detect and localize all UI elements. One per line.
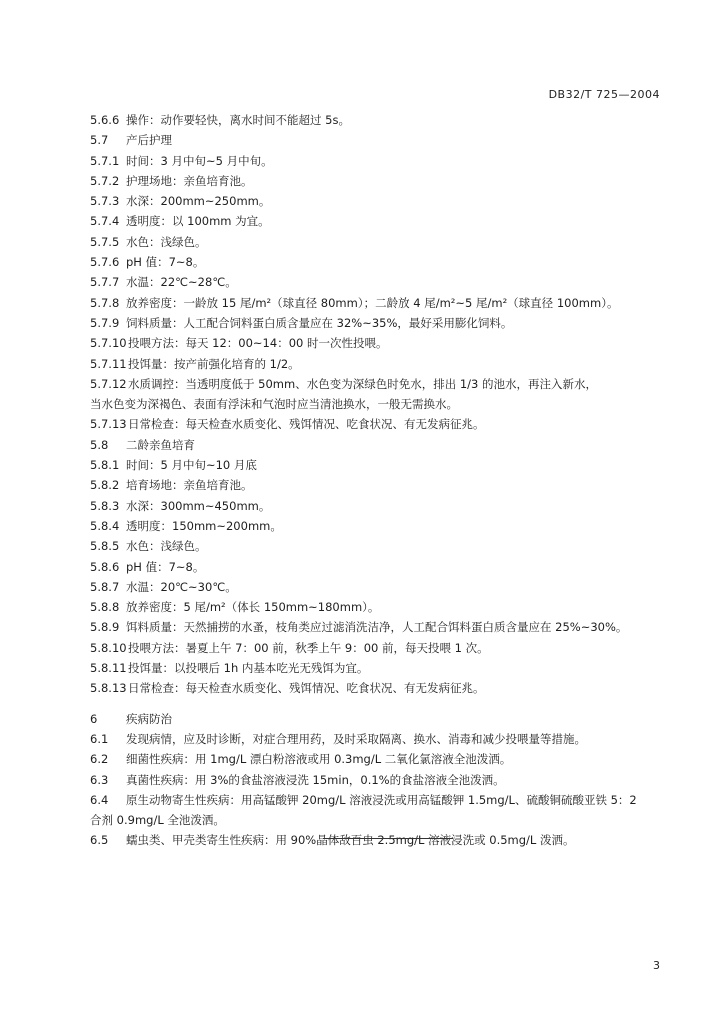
clause-number: 5.7.3: [90, 194, 120, 209]
clause-number: 5.8.2: [90, 478, 120, 493]
document-body: [90, 110, 660, 851]
clause-text: 二龄亲鱼培育: [126, 437, 195, 452]
clause-number: 5.7.10: [90, 336, 127, 351]
clause-number: 5.8.1: [90, 458, 120, 473]
clause-text: 饵料质量：天然捕捞的水蚤，枝角类应过滤消洗洁净，人工配合饵料蛋白质含量应在 25%~30%。: [126, 620, 628, 635]
clause-line: [90, 455, 660, 475]
clause-number: 5.7.6: [90, 255, 120, 270]
clause-line: [90, 333, 660, 353]
clause-line: [90, 151, 660, 171]
clause-text: pH 值：7~8。: [126, 255, 205, 270]
clause-line: [90, 272, 660, 292]
clause-number: 5.7.2: [90, 173, 120, 188]
clause-text: 产后护理: [126, 133, 172, 148]
clause-number: 5.8.8: [90, 600, 120, 615]
clause-line: [90, 810, 660, 830]
clause-number: 6.3: [90, 772, 109, 787]
clause-number: 5.7.8: [90, 295, 120, 310]
clause-text: 日常检查：每天检查水质变化、残饵情况、吃食状况、有无发病征兆。: [128, 681, 485, 696]
clause-text: 细菌性疾病：用 1mg/L 漂白粉溶液或用 0.3mg/L 二氧化氯溶液全池泼洒。: [126, 752, 512, 767]
section-6-disease-prevention: [90, 709, 660, 851]
clause-line: [90, 394, 660, 414]
clause-text: 水深：300mm~450mm。: [126, 498, 271, 513]
clause-number: 5.7.5: [90, 234, 120, 249]
clause-text: 水质调控：当透明度低于 50mm、水色变为深绿色时免水，排出 1/3 的池水，再注入新水，: [128, 376, 598, 391]
clause-text: 水色：浅绿色。: [126, 234, 207, 249]
clause-text: 透明度：以 100mm 为宜。: [126, 214, 270, 229]
clause-line: [90, 496, 660, 516]
clause-line: [90, 536, 660, 556]
clause-number: 6: [90, 711, 98, 726]
clause-text: 透明度：150mm~200mm。: [126, 518, 282, 533]
clause-text: 水温：20℃~30℃。: [126, 579, 237, 594]
clause-number: 5.8.9: [90, 620, 120, 635]
clause-number: 5.6.6: [90, 113, 120, 127]
clause-number: 5.8.7: [90, 579, 120, 594]
clause-text: 水深：200mm~250mm。: [126, 194, 271, 209]
clause-line: [90, 790, 660, 810]
clause-line: [90, 577, 660, 597]
clause-line: [90, 110, 660, 130]
clause-text: 放养密度：5 尾/m²（体长 150mm~180mm）。: [126, 600, 380, 615]
clause-text: 放养密度：一龄放 15 尾/m²（球直径 80mm）；二龄放 4 尾/m²~5 尾/m²（球直径 100mm）。: [126, 295, 619, 310]
clause-line: [90, 678, 660, 698]
clause-text: 原生动物寄生性疾病：用高锰酸钾 20mg/L 溶液浸洗或用高锰酸钾 1.5mg/L、硫酸铜硫酸亚铁 5：2: [126, 792, 637, 807]
clause-line: [90, 252, 660, 272]
section-5-8: [90, 435, 660, 699]
clause-text: 日常检查：每天检查水质变化、残饵情况、吃食状况、有无发病征兆。: [128, 417, 485, 432]
clause-number: 5.7.11: [90, 356, 127, 371]
clause-number: 5.8.6: [90, 559, 120, 574]
clause-text: 操作：动作要轻快，离水时间不能超过 5s。: [126, 113, 350, 127]
clause-line: [90, 709, 660, 729]
clause-line: [90, 313, 660, 333]
clause-number: 5.8: [90, 437, 109, 452]
page-number: 3: [653, 959, 660, 972]
clause-text: 真菌性疾病：用 3%的食盐溶液浸洗 15min，0.1%的食盐溶液全池泼洒。: [126, 772, 505, 787]
clause-text: 投饵量：按产前强化培育的 1/2。: [128, 356, 300, 371]
clause-line: [90, 171, 660, 191]
clause-text: 饲料质量：人工配合饲料蛋白质含量应在 32%~35%，最好采用膨化饲料。: [126, 315, 513, 330]
clause-line: [90, 414, 660, 434]
clause-text: 护理场地：亲鱼培育池。: [126, 173, 253, 188]
clause-line: [90, 374, 660, 394]
clause-number: 5.8.3: [90, 498, 120, 513]
clause-line: [90, 557, 660, 577]
clause-line: [90, 293, 660, 313]
clause-text: 蠕虫类、甲壳类寄生性疾病：用 90%晶体敌百虫 2.5mg/L 溶液浸洗或 0.5mg/L 泼洒。: [126, 833, 575, 848]
clause-line: [90, 475, 660, 495]
clause-line: [90, 211, 660, 231]
clause-line: [90, 658, 660, 678]
clause-text: 合剂 0.9mg/L 全池泼洒。: [90, 813, 225, 828]
clause-text: 投喂方法：暑夏上午 7：00 前，秋季上午 9：00 前，每天投喂 1 次。: [128, 640, 489, 655]
clause-text: 发现病情，应及时诊断，对症合理用药，及时采取隔离、换水、消毒和减少投喂量等措施。: [126, 731, 586, 746]
end-divider: [323, 838, 453, 839]
clause-number: 5.7.7: [90, 275, 120, 290]
clause-line: [90, 435, 660, 455]
clause-number: 5.7.4: [90, 214, 120, 229]
clause-line: [90, 729, 660, 749]
clause-line: [90, 830, 660, 850]
clause-number: 6.5: [90, 833, 109, 848]
clause-line: [90, 617, 660, 637]
clause-number: 5.8.11: [90, 661, 127, 676]
clause-number: 5.7: [90, 133, 109, 148]
clause-line: [90, 232, 660, 252]
clause-text: 疾病防治: [126, 711, 172, 726]
clause-text: 时间：5 月中旬~10 月底: [126, 458, 257, 473]
clause-number: 5.8.10: [90, 640, 127, 655]
clause-line: [90, 191, 660, 211]
clause-number: 6.2: [90, 752, 109, 767]
clause-line: [90, 749, 660, 769]
clause-number: 5.7.1: [90, 153, 120, 168]
clause-line: [90, 638, 660, 658]
clause-number: 5.7.12: [90, 376, 127, 391]
clause-number: 5.8.5: [90, 539, 120, 554]
clause-number: 5.7.9: [90, 315, 120, 330]
section-5-7: [90, 110, 660, 435]
clause-line: [90, 597, 660, 617]
clause-line: [90, 130, 660, 150]
clause-text: 时间：3 月中旬~5 月中旬。: [126, 153, 273, 168]
clause-text: 投喂方法：每天 12：00~14：00 时一次性投喂。: [128, 336, 388, 351]
clause-text: 当水色变为深褐色、表面有浮沫和气泡时应当清池换水，一般无需换水。: [90, 397, 458, 412]
clause-number: 5.8.13: [90, 681, 127, 696]
clause-number: 5.7.13: [90, 417, 127, 432]
clause-number: 6.1: [90, 731, 109, 746]
clause-text: 投饵量：以投喂后 1h 内基本吃光无残饵为宜。: [128, 661, 369, 676]
clause-text: 培育场地：亲鱼培育池。: [126, 478, 253, 493]
clause-text: 水色：浅绿色。: [126, 539, 207, 554]
clause-line: [90, 354, 660, 374]
clause-text: 水温：22℃~28℃。: [126, 275, 237, 290]
standard-code: DB32/T 725—2004: [548, 88, 660, 101]
clause-line: [90, 770, 660, 790]
clause-line: [90, 516, 660, 536]
clause-number: 6.4: [90, 792, 109, 807]
clause-text: pH 值：7~8。: [126, 559, 205, 574]
clause-number: 5.8.4: [90, 518, 120, 533]
